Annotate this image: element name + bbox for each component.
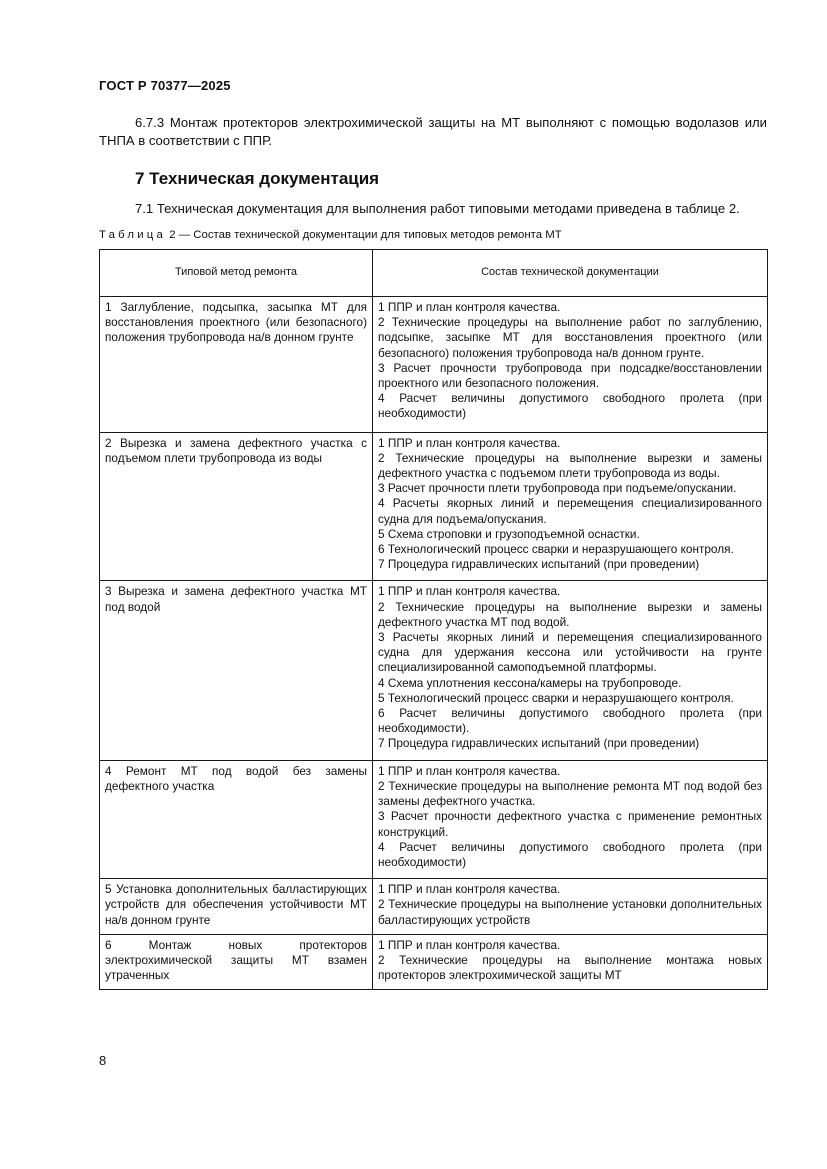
documentation-item: 1 ППР и план контроля качества. bbox=[378, 882, 561, 897]
documentation-item: 4 Схема уплотнения кессона/камеры на трубопроводе. bbox=[378, 675, 682, 690]
table-row bbox=[100, 297, 768, 433]
table-row bbox=[100, 432, 768, 581]
documentation-item: 3 Расчет прочности плети трубопровода при подъеме/опускании. bbox=[378, 481, 737, 496]
documentation-item: 7 Процедура гидравлических испытаний (при проведении) bbox=[378, 557, 700, 572]
documentation-item: 5 Технологический процесс сварки и неразрушающего контроля. bbox=[378, 690, 734, 705]
documentation-item: 4 Расчет величины допустимого свободного пролета (при необходимости) bbox=[378, 839, 762, 869]
header-method: Типовой метод ремонта bbox=[100, 250, 373, 297]
documentation-item: 5 Схема строповки и грузоподъемной оснастки. bbox=[378, 526, 640, 541]
documentation-item: 2 Технические процедуры на выполнение вырезки и замены дефектного участка с подъемом плети трубопровода из воды. bbox=[378, 450, 762, 481]
paragraph-7-1: 7.1 Техническая документация для выполнения работ типовыми методами приведена в таблице 2. bbox=[135, 201, 740, 216]
table-row bbox=[100, 581, 768, 760]
documentation-cell bbox=[373, 760, 768, 878]
documentation-item: 4 Расчет величины допустимого свободного пролета (при необходимости) bbox=[378, 391, 762, 421]
table-row bbox=[100, 760, 768, 878]
documentation-table bbox=[99, 249, 768, 990]
repair-method-cell: 1 Заглубление, подсыпка, засыпка МТ для восстановления проектного (или безопасного) положения трубопровода на/в донном грунте bbox=[100, 297, 373, 433]
document-header: ГОСТ Р 70377—2025 bbox=[99, 78, 231, 93]
documentation-cell bbox=[373, 879, 768, 935]
repair-method-cell: 4 Ремонт МТ под водой без замены дефектного участка bbox=[100, 760, 373, 878]
documentation-cell bbox=[373, 297, 768, 433]
documentation-item: 2 Технические процедуры на выполнение вырезки и замены дефектного участка МТ под водой. bbox=[378, 599, 762, 629]
documentation-cell bbox=[373, 581, 768, 760]
documentation-cell bbox=[373, 432, 768, 581]
documentation-item: 1 ППР и план контроля качества. bbox=[378, 300, 561, 314]
documentation-item: 3 Расчеты якорных линий и перемещения специализированного судна для удержания кессона или устойчивости на грунте специализированной самоподъемной платформы. bbox=[378, 630, 762, 675]
documentation-item: 2 Технические процедуры на выполнение установки дополнительных балластирующих устройств bbox=[378, 897, 762, 927]
section-title: 7 Техническая документация bbox=[135, 169, 380, 188]
documentation-item: 1 ППР и план контроля качества. bbox=[378, 937, 561, 952]
documentation-item: 2 Технические процедуры на выполнение ремонта МТ под водой без замены дефектного участка. bbox=[378, 778, 762, 809]
documentation-item: 3 Расчет прочности дефектного участка с применение ремонтных конструкций. bbox=[378, 809, 762, 839]
table-caption-label: Таблица bbox=[99, 229, 167, 241]
paragraph-6-7-3: 6.7.3 Монтаж протекторов электрохимической защиты на МТ выполняют с помощью водолазов или ТНПА в соответствии с ППР. bbox=[99, 115, 767, 148]
documentation-item: 1 ППР и план контроля качества. bbox=[378, 763, 561, 778]
repair-method-cell: 3 Вырезка и замена дефектного участка МТ под водой bbox=[100, 581, 373, 760]
repair-method-cell: 6 Монтаж новых протекторов электрохимической защиты МТ взамен утраченных bbox=[100, 934, 373, 990]
table-caption-text: 2 — Состав технической документации для типовых методов ремонта МТ bbox=[166, 229, 562, 241]
documentation-item: 2 Технические процедуры на выполнение монтажа новых протекторов электрохимической защиты МТ bbox=[378, 952, 762, 983]
documentation-item: 7 Процедура гидравлических испытаний (при проведении) bbox=[378, 736, 700, 751]
header-docs: Состав технической документации bbox=[373, 250, 768, 297]
documentation-item: 1 ППР и план контроля качества. bbox=[378, 435, 561, 450]
documentation-cell bbox=[373, 934, 768, 990]
repair-method-cell: 2 Вырезка и замена дефектного участка с подъемом плети трубопровода из воды bbox=[100, 432, 373, 581]
table-row bbox=[100, 934, 768, 990]
documentation-item: 2 Технические процедуры на выполнение работ по заглублению, подсыпке, засыпке МТ для восстановления проектного (или безопасного) положения трубопровода на/в донном грунте. bbox=[378, 315, 762, 360]
documentation-item: 3 Расчет прочности трубопровода при подсадке/восстановлении проектного или безопасного положения. bbox=[378, 360, 762, 391]
repair-method-cell: 5 Установка дополнительных балластирующих устройств для обеспечения устойчивости МТ на/в донном грунте bbox=[100, 879, 373, 935]
documentation-item: 6 Технологический процесс сварки и неразрушающего контроля. bbox=[378, 542, 734, 557]
documentation-item: 6 Расчет величины допустимого свободного пролета (при необходимости). bbox=[378, 706, 762, 736]
documentation-item: 1 ППР и план контроля качества. bbox=[378, 584, 561, 599]
table-header-row bbox=[100, 250, 768, 297]
table-caption bbox=[99, 229, 562, 241]
documentation-item: 4 Расчеты якорных линий и перемещения специализированного судна для подъема/опускания. bbox=[378, 496, 762, 526]
table-row bbox=[100, 879, 768, 935]
page-number: 8 bbox=[99, 1053, 107, 1068]
